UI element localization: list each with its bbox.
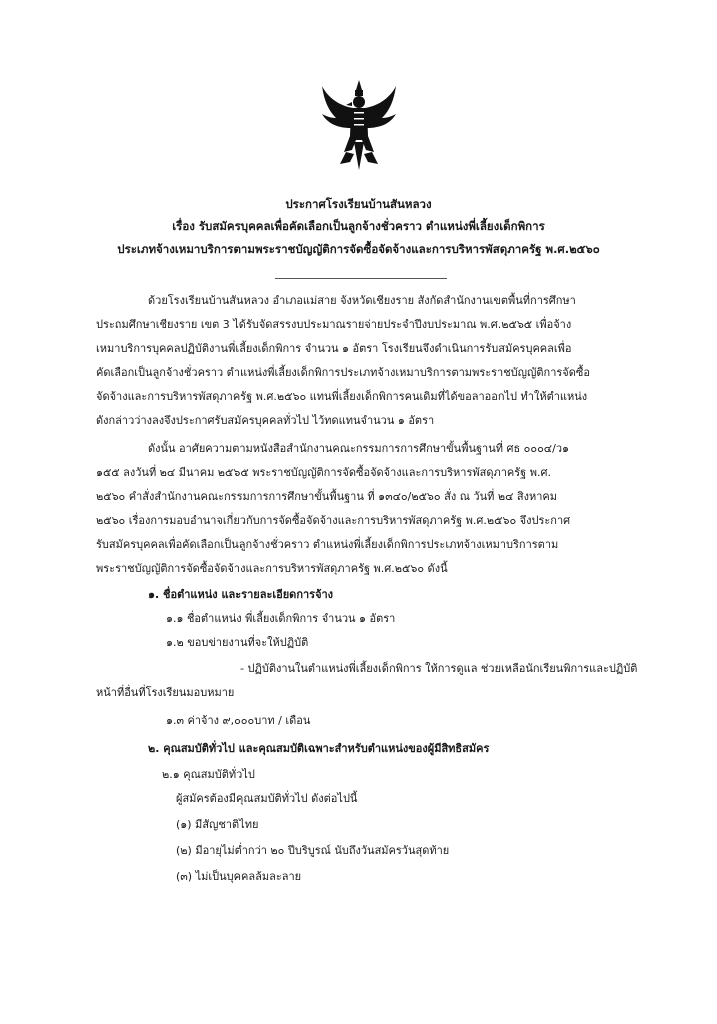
garuda-emblem <box>318 78 400 172</box>
section-1-2: ๑.๒ ขอบข่ายงานที่จะให้ปฏิบัติ <box>166 636 309 649</box>
paragraph-1-line: ดังกล่าวว่างลงจึงประกาศรับสมัครบุคคลทั่วไป ไว้ทดแทนจำนวน ๑ อัตรา <box>96 414 435 427</box>
paragraph-2-line: พระราชบัญญัติการจัดซื้อจัดจ้างและการบริหารพัสดุภาครัฐ พ.ศ.๒๕๖๐ ดังนี้ <box>96 562 448 575</box>
section-1-heading: ๑. ชื่อตำแหน่ง และรายละเอียดการจ้าง <box>148 588 334 601</box>
paragraph-2-line: ๑๕๕ ลงวันที่ ๒๔ มีนาคม ๒๕๖๕ พระราชบัญญัติการจัดซื้อจัดจ้างและการบริหารพัสดุภาครัฐ พ.ศ. <box>96 466 551 479</box>
paragraph-1-line: ด้วยโรงเรียนบ้านสันหลวง อำเภอแม่สาย จังหวัดเชียงราย สังกัดสำนักงานเขตพื้นที่การศึกษา <box>148 294 576 307</box>
paragraph-2-line: ๒๕๖๐ เรื่องการมอบอำนาจเกี่ยวกับการจัดซื้อจัดจ้างและการบริหารพัสดุภาครัฐ พ.ศ.๒๕๖๐ จึงประกาศ <box>96 514 571 527</box>
paragraph-1-line: คัดเลือกเป็นลูกจ้างชั่วคราว ตำแหน่งพี่เลี้ยงเด็กพิการประเภทจ้างเหมาบริการตามพระราชบัญญัติการจัดซื้อ <box>96 366 590 379</box>
qualification-item: (๒) มีอายุไม่ต่ำกว่า ๒๐ ปีบริบูรณ์ นับถึงวันสมัครวันสุดท้าย <box>176 844 450 857</box>
qualification-item: (๑) มีสัญชาติไทย <box>176 818 259 831</box>
section-1-2-detail: หน้าที่อื่นที่โรงเรียนมอบหมาย <box>96 686 235 699</box>
paragraph-2-line: รับสมัครบุคคลเพื่อคัดเลือกเป็นลูกจ้างชั่วคราว ตำแหน่งพี่เลี้ยงเด็กพิการประเภทจ้างเหมาบริการตาม <box>96 538 559 551</box>
announcement-subject: เรื่อง รับสมัครบุคคลเพื่อคัดเลือกเป็นลูกจ้างชั่วคราว ตำแหน่งพี่เลี้ยงเด็กพิการ <box>172 219 545 233</box>
paragraph-1-line: เหมาบริการบุคคลปฏิบัติงานพี่เลี้ยงเด็กพิการ จำนวน ๑ อัตรา โรงเรียนจึงดำเนินการรับสมัครบุคคลเพื่อ <box>96 342 572 355</box>
section-2-heading: ๒. คุณสมบัติทั่วไป และคุณสมบัติเฉพาะสำหรับตำแหน่งของผู้มีสิทธิสมัคร <box>148 742 490 755</box>
announcement-category: ประเภทจ้างเหมาบริการตามพระราชบัญญัติการจัดซื้อจัดจ้างและการบริหารพัสดุภาครัฐ พ.ศ.๒๕๖๐ <box>117 242 600 256</box>
qualification-item: (๓) ไม่เป็นบุคคลล้มละลาย <box>176 870 302 883</box>
title-divider <box>275 278 447 279</box>
paragraph-1-line: จัดจ้างและการบริหารพัสดุภาครัฐ พ.ศ.๒๕๖๐ แทนพี่เลี้ยงเด็กพิการคนเดิมที่ได้ขอลาออกไป ทำให้ตำแหน่ง <box>96 390 588 403</box>
section-1-1: ๑.๑ ชื่อตำแหน่ง พี่เลี้ยงเด็กพิการ จำนวน ๑ อัตรา <box>166 612 396 625</box>
section-1-3: ๑.๓ ค่าจ้าง ๙,๐๐๐บาท / เดือน <box>166 714 311 727</box>
paragraph-2-line: ดังนั้น อาศัยความตามหนังสือสำนักงานคณะกรรมการการศึกษาขั้นพื้นฐานที่ ศธ ๐๐๐๔/ว๑ <box>148 442 570 455</box>
section-2-1: ๒.๑ คุณสมบัติทั่วไป <box>162 768 255 781</box>
paragraph-2-line: ๒๕๖๐ คำสั่งสำนักงานคณะกรรมการการศึกษาขั้นพื้นฐาน ที่ ๑๓๔๐/๒๕๖๐ สั่ง ณ วันที่ ๒๔ สิงหาคม <box>96 490 558 503</box>
section-1-2-detail: - ปฏิบัติงานในตำแหน่งพี่เลี้ยงเด็กพิการ ให้การดูแล ช่วยเหลือนักเรียนพิการและปฏิบัติ <box>240 662 638 675</box>
announcement-title: ประกาศโรงเรียนบ้านสันหลวง <box>285 197 432 211</box>
paragraph-1-line: ประถมศึกษาเชียงราย เขต 3 ได้รับจัดสรรงบประมาณรายจ่ายประจำปีงบประมาณ พ.ศ.๒๕๖๕ เพื่อจ้าง <box>96 318 572 331</box>
section-2-1-intro: ผู้สมัครต้องมีคุณสมบัติทั่วไป ดังต่อไปนี้ <box>176 792 358 805</box>
